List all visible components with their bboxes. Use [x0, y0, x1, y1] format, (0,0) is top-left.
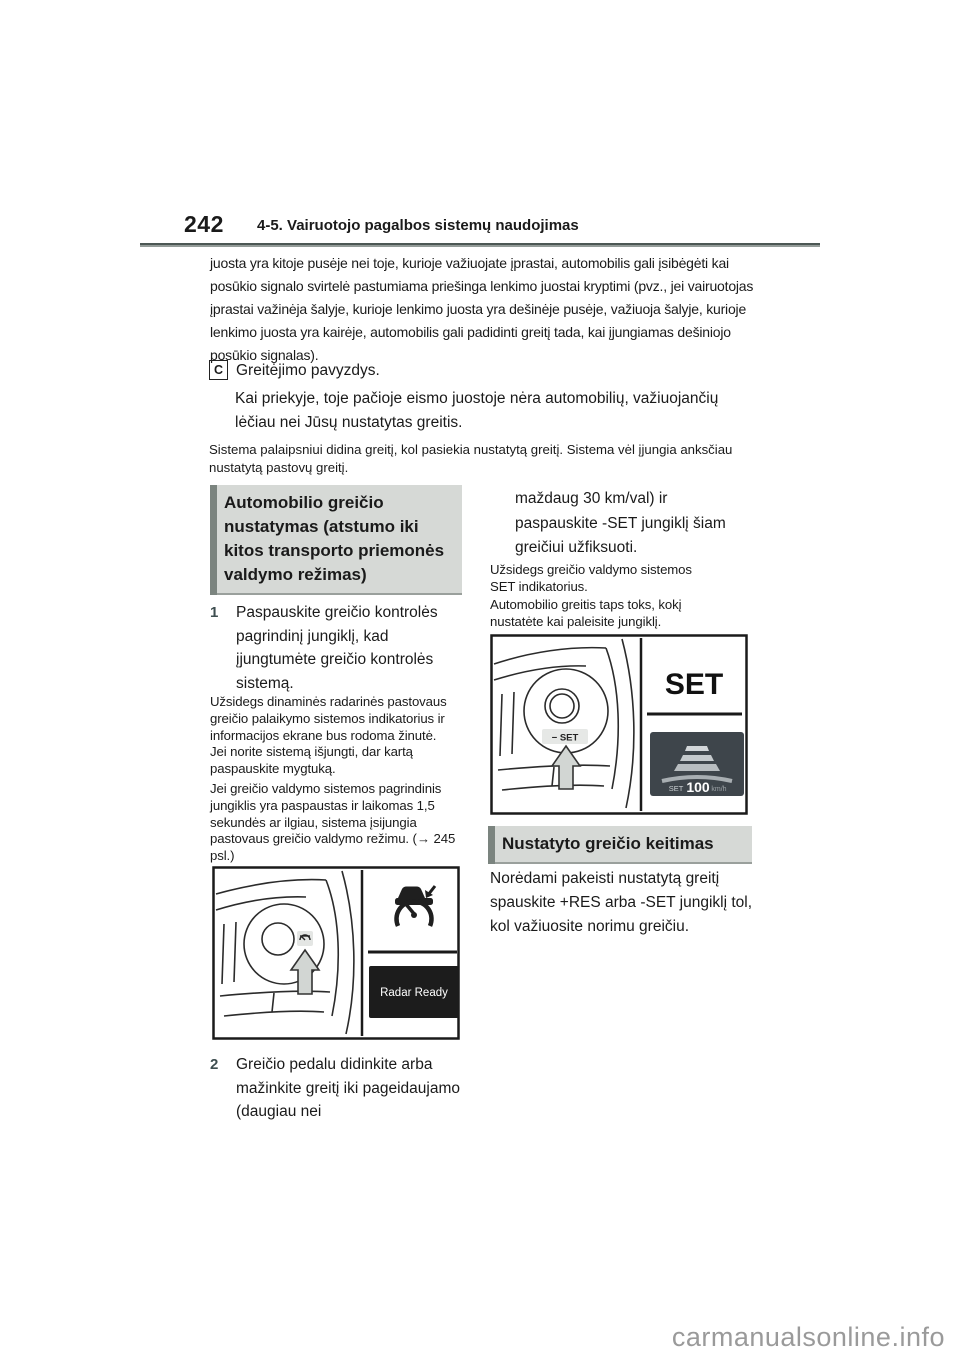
step-2 [210, 1053, 466, 1124]
step-1-text: Paspauskite greičio kontrolės pagrindinį jungiklį, kad įjungtumėte greičio kontrolės sistemą. [236, 604, 438, 692]
main-switch-illustration [212, 866, 460, 1040]
cruise-switch-icon-chip [297, 931, 313, 946]
note-set-indicator: Užsidegs greičio valdymo sistemos SET indikatorius. [490, 562, 692, 594]
step-2-number: 2 [210, 1056, 219, 1073]
radar-ready-display [369, 966, 459, 1018]
callout-title: Greitėjimo pavyzdys. [236, 362, 380, 379]
note-speed-hold: Automobilio greitis taps toks, kokį nustatėte kai paleisite jungiklį. [490, 597, 682, 629]
note-indicator: Užsidegs dinaminės radarinės pastovaus greičio palaikymo sistemos indikatorius ir informacijos ekrane bus rodoma žinutė. Jei norite sistemą išjungti, dar kartą paspauskite mygtuką. [210, 694, 447, 777]
heading-speed-setting: Automobilio greičio nustatymas (atstumo iki kitos transporto priemonės valdymo režimas) [210, 485, 462, 595]
display-speed-unit: km/h [711, 786, 727, 793]
header-rule [140, 243, 820, 247]
step-1 [210, 601, 466, 695]
display-set-label: SET [668, 784, 684, 793]
intro-paragraph: juosta yra kitoje pusėje nei toje, kurioje važiuojate įprastai, automobilis gali įsibėgėti kai posūkio signalo svirtelė pastumiama priešinga lenkimo juostai kryptimi (pvz., jei vairuotojas įprastai važinėja šalyje, kurioje lenkimo juosta yra dešinėje pusėje, važiuoja šalyje, kurioje lenkimo juosta yra kairėje, automobilis gali padidinti greitį tada, kai įjungiamas dešiniojo posūkio signalas). [210, 255, 754, 363]
heading-changing-set-speed: Nustatyto greičio keitimas [488, 826, 752, 864]
watermark: carmanualsonline.info [671, 1322, 945, 1352]
figure-set-switch [490, 634, 748, 820]
set-button-label: − SET [551, 732, 579, 744]
acceleration-example-callout [209, 359, 744, 434]
speed-display [650, 732, 744, 796]
page-number: 242 [184, 211, 224, 237]
step-2-continuation: maždaug 30 km/val) ir paspauskite -SET jungiklį šiam greičiui užfiksuoti. [515, 490, 726, 556]
callout-marker-c: C [209, 360, 228, 380]
callout-body: Kai priekyje, toje pačioje eismo juostoje nėra automobilių, važiuojančių lėčiau nei Jūsų nustatytas greitis. [235, 390, 719, 431]
figure-cruise-main-switch [212, 866, 460, 1045]
set-switch-illustration [490, 634, 748, 815]
note-hold-switch: Jei greičio valdymo sistemos pagrindinis jungiklis yra paspaustas ir laikomas 1,5 sekundės ar ilgiau, sistema įsijungia pastovaus greičio valdymo režimu. (→ 245 psl.) [210, 781, 456, 864]
changing-speed-paragraph: Norėdami pakeisti nustatytą greitį spauskite +RES arba -SET jungiklį tol, kol važiuosite norimu greičiu. [490, 870, 753, 935]
system-note: Sistema palaipsniui didina greitį, kol pasiekia nustatytą greitį. Sistema vėl įjungia anksčiau nustatytą pastovų greitį. [209, 442, 733, 475]
radar-ready-label: Radar Ready [380, 987, 448, 999]
step-2-text: Greičio pedalu didinkite arba mažinkite greitį iki pageidaujamo (daugiau nei [236, 1056, 461, 1120]
section-title: 4-5. Vairuotojo pagalbos sistemų naudojimas [257, 217, 579, 234]
step-1-number: 1 [210, 604, 219, 621]
display-speed-value: 100 [686, 779, 710, 795]
set-indicator-label: SET [664, 668, 724, 701]
